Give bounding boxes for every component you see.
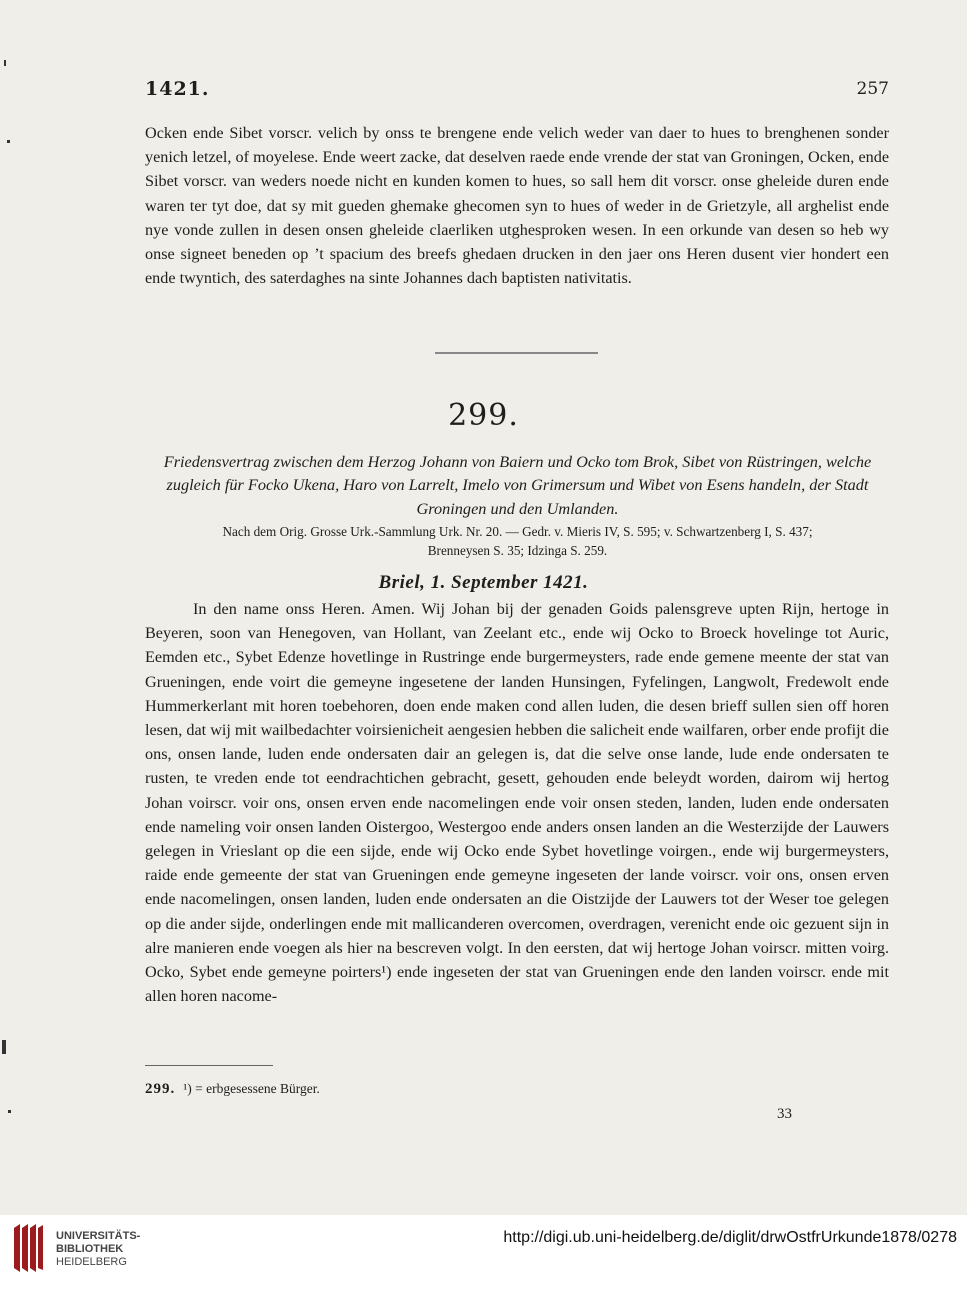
footnote-rule <box>145 1065 273 1066</box>
source-line-1: Nach dem Orig. Grosse Urk.-Sammlung Urk. Nr. 20. — Gedr. v. Mieris IV, S. 595; v. Schwartzenberg I, S. 437; <box>222 524 813 539</box>
library-line-3: HEIDELBERG <box>56 1256 127 1268</box>
footnote-label: 299. <box>145 1081 176 1097</box>
library-line-1: UNIVERSITÄTS- <box>56 1230 141 1242</box>
scan-mark <box>4 60 6 66</box>
scan-mark <box>8 1110 11 1113</box>
document-title: Friedensvertrag zwischen dem Herzog Johann von Baiern und Ocko tom Brok, Sibet von Rüstringen, welche zugleich für Focko Ukena, Haro von Larrelt, Imelo von Grimersum und Wibet von Esens handeln, der Stadt Groningen und den Umlanden. <box>163 452 872 518</box>
source-line-2: Brenneysen S. 35; Idzinga S. 259. <box>427 542 608 558</box>
scan-mark <box>7 140 10 143</box>
section-divider <box>435 352 598 354</box>
library-name <box>56 1230 140 1269</box>
signature-mark: 33 <box>777 1106 792 1122</box>
continuation-paragraph: Ocken ende Sibet vorscr. velich by onss te brengene ende velich weder van daer to hues to brenghenen sonder yenich letzel, of moyelese. Ende weert zacke, dat deselven raede ende vrende der stat van Groningen, Ocken, ende Sibet vorscr. van weders noede nicht en kunden komen to hues, so sall hem dit vorscr. onse gheleide duren ende waren ter tyt doe, dat sy mit gueden ghemake ghecomen syn to hues of weder in de Grietzyle, all arghelist ende nye vonde zullen in desen onsen gheleide claerliken utghesproken wesen. In een orkunde van desen so heb wy onse signeet beneden op ’t spacium des breefs ghedaen drucken in den jaer ons Heren dusent vier hondert een ende twyntich, des saterdaghes na sinte Johannes dach baptisten nativitatis. <box>145 124 889 288</box>
place-date: Briel, 1. September 1421. <box>378 572 589 593</box>
page-number: 257 <box>856 79 889 99</box>
scan-mark <box>2 1040 6 1054</box>
document-text-body: In den name onss Heren. Amen. Wij Johan bij der genaden Goids palensgreve upten Rijn, hertoge in Beyeren, soon van Henegoven, van Hollant, van Zeelant etc., ende wij Ocko to Broeck hovelinge tot Auric, Eemden etc., Sybet Edenze hovetlinge in Rustringe ende burgermeysters, rade ende gemene meente der stat van Grueningen, ende voirt die gemeyne ingesetene der landen Hunsingen, Fyfelingen, Langwolt, Fredewolt ende Hummerkerlant mit horen toebehoren, doen ende maken cond allen luden, die desen brieff sullen sien off horen lesen, dat wij mit wailbedachter voirsienicheit aengesien hebben die salicheit ende wailfaren, orber ende profijt die ons, onsen lande, luden ende ondersaten dair an gelegen is, dat die selve onse lande, lude ende ondersaten te rusten, te vreden ende tot eendrachtichen gebracht, gesett, gehouden ende beleydt worden, dairom wij hertog Johan voirscr. voir ons, onsen erven ende nacomelingen ende voir onsen steden, landen, luden ende ondersaten ende nameling voir onsen landen Oistergoo, Westergoo ende anders onsen landen an die Westerzijde der Lauwers gelegen in Vrieslant op die een sijde, ende wij Ocko ende Sybet hovetlinge voirgen., ende wij burgermeysters, raide ende gemeente der stat van Grueningen ende gemeyne ingeseten der lande voirscr. voir ons, onsen erven ende nacomelingen, onsen landen, luden ende ondersaten an die Oistzijde der Lauwers tot der Weser toe gelegen op die ander sijde, onderlingen ende mit mallicanderen overcomen, overdragen, verenicht ende oic gezuent sijn in alre manieren ende voegen als hier na bescreven volgt. In den eersten, dat wij hertoge Johan voirscr. mitten voirg. Ocko, Sybet ende gemeyne poirters¹) ende ingeseten der stat van Grueningen ende den landen voirscr. ende mit allen horen nacome- <box>145 600 889 1006</box>
library-line-2: BIBLIOTHEK <box>56 1243 124 1255</box>
source-note <box>145 523 890 560</box>
footer-bar <box>0 1215 967 1289</box>
footnote <box>145 1081 320 1098</box>
document-number: 299. <box>448 398 519 433</box>
permalink-url[interactable]: http://digi.ub.uni-heidelberg.de/diglit/drwOstfrUrkunde1878/0278 <box>503 1229 957 1246</box>
footnote-text: ¹) = erbgesessene Bürger. <box>183 1081 320 1096</box>
document-text <box>145 597 889 1008</box>
library-logo-icon <box>10 1222 44 1276</box>
running-head-year: 1421. <box>145 78 210 100</box>
